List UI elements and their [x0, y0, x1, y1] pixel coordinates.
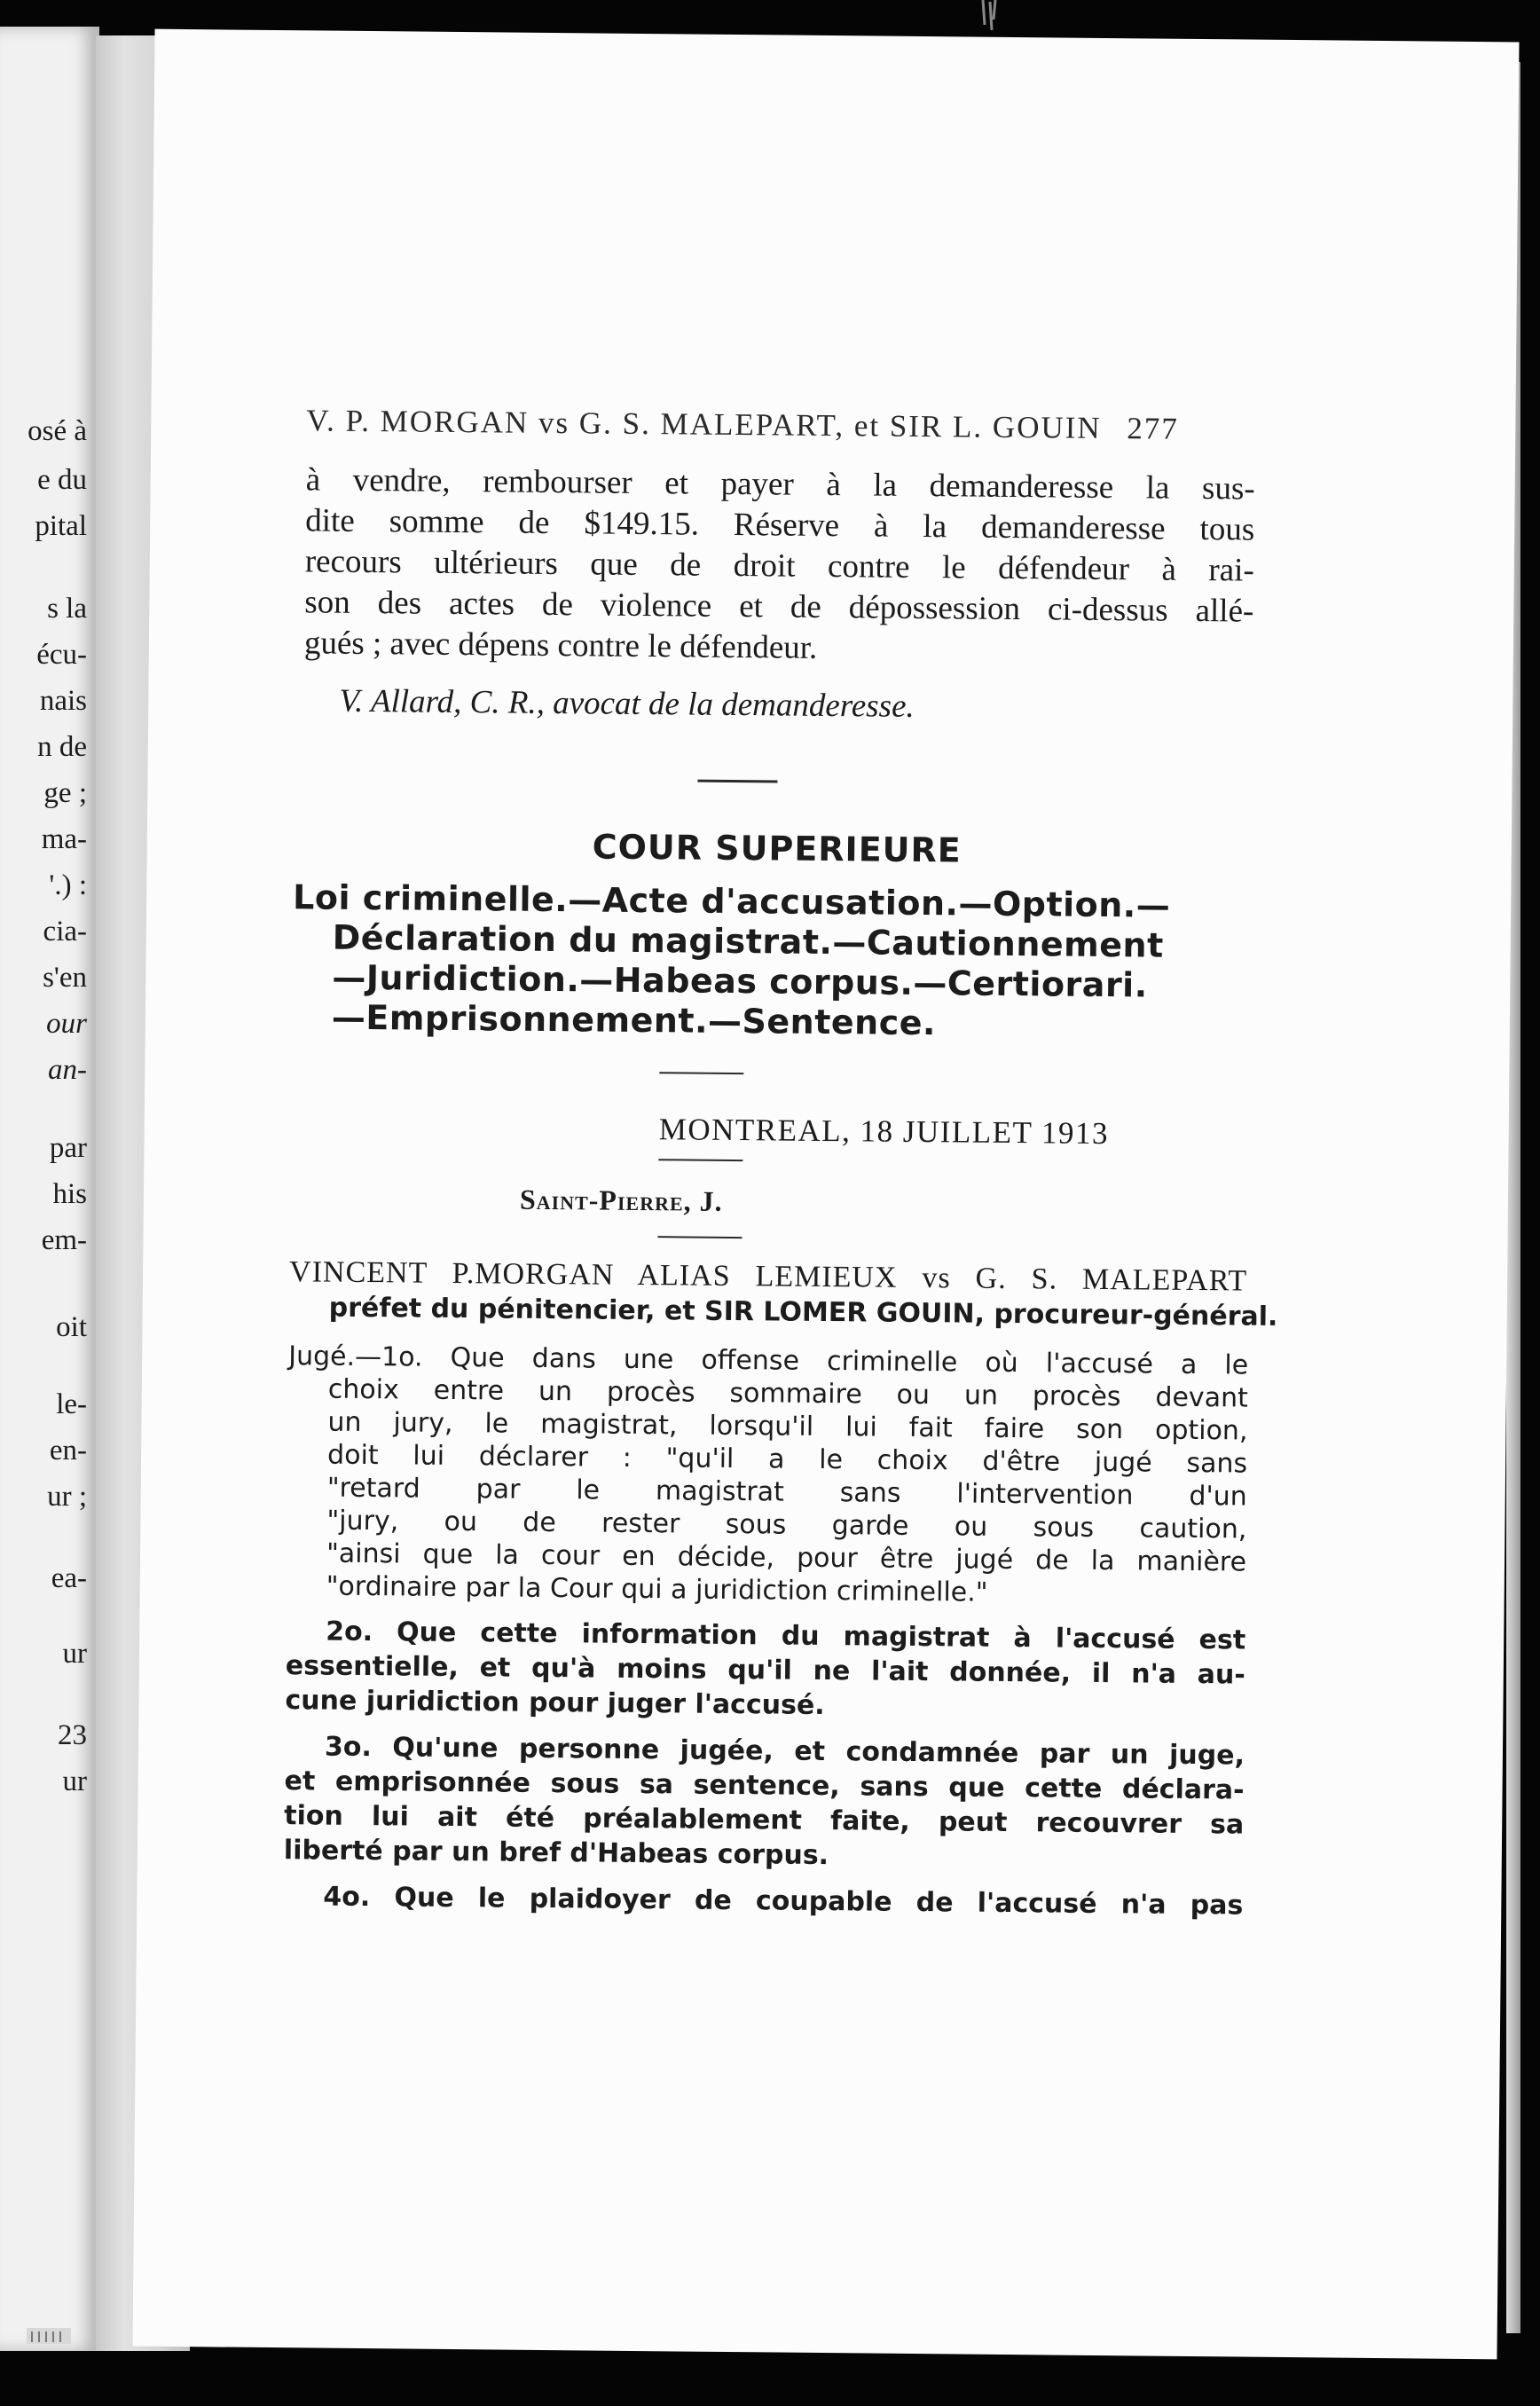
judgment-line: gués ; avec dépens contre le défendeur. — [303, 625, 818, 666]
previous-page-fragment: ma- — [41, 823, 87, 855]
holding-line: essentielle, et qu'à moins qu'il ne l'ait donnée, il n'a au- — [285, 1650, 1245, 1691]
holding-line: tion lui ait été préalablement faite, peut recouvrer sa — [284, 1800, 1245, 1841]
previous-page-fragment: ge ; — [43, 777, 87, 809]
holding-line: 4o. Que le plaidoyer de coupable de l'accusé n'a pas — [323, 1881, 1244, 1922]
parties-line: préfet du pénitencier, et SIR LOMER GOUIN, procureur-général. — [328, 1292, 1278, 1333]
judgment-line: dite somme de $149.15. Réserve à la demanderesse tous — [305, 502, 1255, 548]
holding-line: "ainsi que la cour en décide, pour être jugé de la manière — [326, 1537, 1247, 1578]
previous-page-fragment: '.) : — [49, 869, 87, 901]
previous-page-fragment: en- — [49, 1435, 87, 1466]
previous-page-fragment: le- — [56, 1388, 87, 1420]
holding-line: doit lui déclarer : "qu'il a le choix d'être jugé sans — [326, 1439, 1248, 1480]
previous-page-fragment: his — [52, 1178, 87, 1210]
keywords-line: —Juridiction.—Habeas corpus.—Certiorari. — [332, 957, 1148, 1005]
previous-page-fragment: 23 — [58, 1719, 87, 1751]
scan-top-marks — [976, 0, 1002, 35]
keywords-line: —Emprisonnement.—Sentence. — [331, 997, 937, 1043]
holding-line: 2o. Que cette information du magistrat à l'accusé est — [326, 1616, 1246, 1656]
holding-line: Jugé.—1o. Que dans une offense criminelle où l'accusé a le — [288, 1341, 1249, 1381]
holding-line: choix entre un procès sommaire ou un procès devant — [327, 1373, 1248, 1414]
holding-line: un jury, le magistrat, lorsqu'il lui fait faire son option, — [327, 1406, 1248, 1447]
page-number: 277 — [1127, 411, 1180, 446]
previous-page-fragment: n de — [37, 731, 87, 763]
judgment-line: à vendre, rembourser et payer à la demanderesse la sus- — [305, 461, 1255, 507]
running-head — [306, 403, 1264, 447]
previous-page-fragment: par — [49, 1132, 87, 1164]
previous-page-fragment: ea- — [51, 1562, 87, 1594]
parties-line: VINCENT P.MORGAN ALIAS LEMIEUX vs G. S. MALEPART — [288, 1255, 1248, 1298]
judge-name: Saint-Pierre, J. — [519, 1183, 723, 1217]
previous-page-fragment: pital — [35, 510, 87, 542]
running-head-title: V. P. MORGAN vs G. S. MALEPART, et SIR L. GOUIN — [306, 403, 1102, 445]
previous-page-fragment: s'en — [43, 962, 87, 994]
previous-page-fragment: an- — [48, 1054, 87, 1086]
holding-line: "retard par le magistrat sans l'intervention d'un — [326, 1472, 1247, 1513]
book-page — [132, 29, 1519, 2360]
previous-page-fragment: ur — [62, 1765, 87, 1797]
holding-line: liberté par un bref d'Habeas corpus. — [283, 1835, 829, 1872]
holding-line: et emprisonnée sous sa sentence, sans que cette déclara- — [284, 1765, 1245, 1806]
previous-page-text-fragments — [0, 27, 99, 2351]
dateline-divider — [658, 1159, 742, 1161]
previous-page-fragment: oit — [56, 1311, 87, 1343]
holding-line: "jury, ou de rester sous garde ou sous caution, — [326, 1505, 1247, 1545]
previous-page-fragment: e du — [37, 464, 87, 496]
previous-page-fragment: ur — [62, 1638, 87, 1670]
previous-page-fragment: em- — [41, 1224, 87, 1256]
dateline: MONTREAL, 18 JUILLET 1913 — [658, 1112, 1110, 1152]
keywords-line: Loi criminelle.—Acte d'accusation.—Option.— — [292, 877, 1171, 925]
court-title: COUR SUPERIEURE — [592, 827, 962, 870]
holding-line: cune juridiction pour juger l'accusé. — [285, 1685, 825, 1722]
previous-page-fragment: cia- — [43, 916, 87, 947]
previous-page-fragment: ur ; — [47, 1481, 87, 1513]
previous-page-fragment: osé à — [28, 415, 87, 447]
keywords-line: Déclaration du magistrat.—Cautionnement — [332, 917, 1164, 965]
counsel-signature: V. Allard, C. R., avocat de la demanderesse. — [339, 682, 915, 725]
keywords-divider — [659, 1072, 743, 1074]
holding-line: 3o. Qu'une personne jugée, et condamnée par un juge, — [324, 1731, 1245, 1772]
judgment-line: recours ultérieurs que de droit contre le défendeur à rai- — [304, 543, 1254, 589]
previous-page-fragment: s la — [47, 593, 87, 625]
section-divider — [697, 780, 777, 783]
judge-divider — [658, 1236, 742, 1238]
previous-page-fragment: écu- — [36, 639, 87, 671]
holding-line: "ordinaire par la Cour qui a juridiction criminelle." — [326, 1570, 988, 1608]
previous-page-fragment: nais — [39, 685, 87, 717]
scan-bottom-marks — [25, 2324, 78, 2351]
previous-page-edge — [0, 27, 99, 2351]
judgment-line: son des actes de violence et de dépossession ci-dessus allé- — [304, 584, 1254, 630]
previous-page-fragment: our — [46, 1008, 87, 1040]
